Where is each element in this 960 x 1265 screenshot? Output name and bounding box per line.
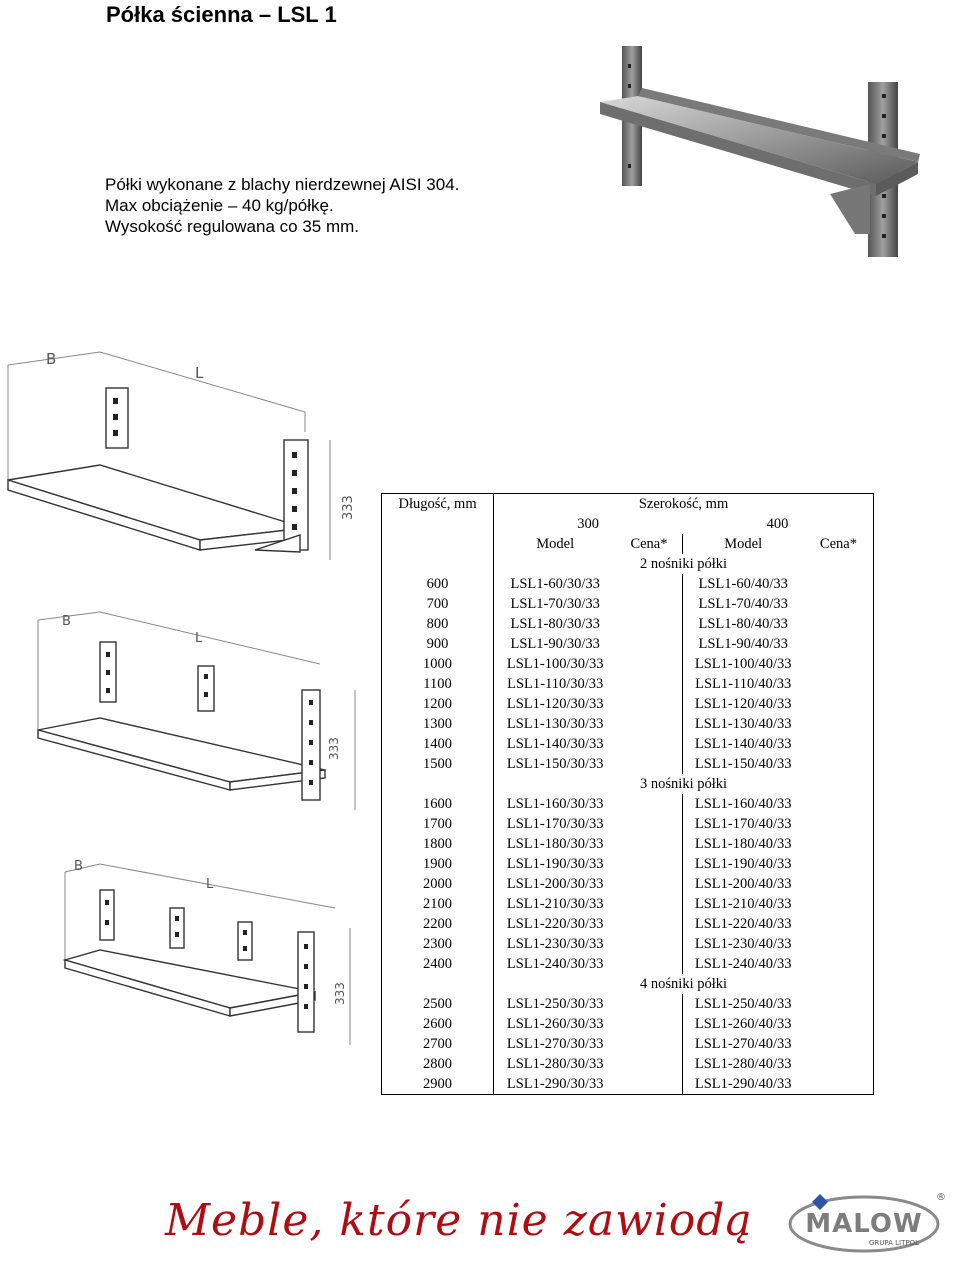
model-400-cell: LSL1-150/40/33: [694, 756, 792, 772]
model-400-cell: LSL1-140/40/33: [694, 736, 792, 752]
price-400-cell: [804, 814, 874, 834]
model-300-cell: LSL1-150/30/33: [506, 756, 604, 772]
malow-logo: [786, 1192, 946, 1254]
length-cell: 2000: [382, 874, 494, 894]
length-cell: 1400: [382, 734, 494, 754]
model-400-cell: LSL1-190/40/33: [694, 856, 792, 872]
footer-slogan: Meble, które nie zawiodą: [165, 1195, 753, 1246]
price-400-cell: [804, 634, 874, 654]
model-400-cell: LSL1-260/40/33: [694, 1016, 792, 1032]
model-300-cell: LSL1-170/30/33: [506, 816, 604, 832]
diagram-3-brackets: [30, 600, 375, 815]
length-cell: 2100: [382, 894, 494, 914]
logo-text: MALOW: [805, 1209, 923, 1239]
price-300-cell: [616, 854, 682, 874]
table-row: [382, 634, 874, 654]
width-header: Szerokość, mm: [638, 496, 729, 512]
table-row: [382, 954, 874, 974]
group-label: 3 nośniki półki: [640, 776, 728, 792]
model-300-cell: LSL1-290/30/33: [506, 1076, 604, 1092]
length-cell: 1000: [382, 654, 494, 674]
table-row: [382, 1054, 874, 1074]
table-row: [382, 874, 874, 894]
table-row: [382, 1074, 874, 1095]
price-300-cell: [616, 954, 682, 974]
length-cell: 2800: [382, 1054, 494, 1074]
length-label: L: [195, 364, 204, 382]
price-400-cell: [804, 614, 874, 634]
model-300-cell: LSL1-90/30/33: [510, 636, 600, 652]
model-300-cell: LSL1-160/30/33: [506, 796, 604, 812]
model-300-cell: LSL1-250/30/33: [506, 996, 604, 1012]
table-row: [382, 654, 874, 674]
price-400-cell: [804, 1074, 874, 1095]
length-cell: 800: [382, 614, 494, 634]
price-400-cell: [804, 1034, 874, 1054]
length-cell: 1800: [382, 834, 494, 854]
length-cell: 1100: [382, 674, 494, 694]
model-300-cell: LSL1-270/30/33: [506, 1036, 604, 1052]
price-300-cell: [616, 894, 682, 914]
price-400-cell: [804, 654, 874, 674]
price-400-cell: [804, 574, 874, 594]
table-row: [382, 794, 874, 814]
table-row: [382, 814, 874, 834]
table-row: [382, 834, 874, 854]
model-300-cell: LSL1-220/30/33: [506, 916, 604, 932]
table-row: [382, 914, 874, 934]
group-row: [382, 774, 874, 794]
price-300-cell: [616, 1054, 682, 1074]
price-300-cell: [616, 794, 682, 814]
length-cell: 1900: [382, 854, 494, 874]
length-cell: 1600: [382, 794, 494, 814]
depth-label: B: [62, 614, 71, 629]
model-300-cell: LSL1-180/30/33: [506, 836, 604, 852]
price-300-cell: [616, 834, 682, 854]
length-label: L: [206, 877, 214, 892]
spec-table: [381, 493, 874, 1095]
price-400-cell: [804, 894, 874, 914]
price-header: Cena*: [819, 536, 857, 552]
price-300-cell: [616, 994, 682, 1014]
price-300-cell: [616, 634, 682, 654]
price-400-cell: [804, 854, 874, 874]
product-description: [105, 174, 459, 237]
model-400-cell: LSL1-250/40/33: [694, 996, 792, 1012]
description-line: Półki wykonane z blachy nierdzewnej AISI 304.: [105, 175, 460, 194]
price-400-cell: [804, 834, 874, 854]
model-400-cell: LSL1-270/40/33: [694, 1036, 792, 1052]
price-300-cell: [616, 694, 682, 714]
model-300-cell: LSL1-200/30/33: [506, 876, 604, 892]
model-300-cell: LSL1-230/30/33: [506, 936, 604, 952]
height-label: 333: [341, 495, 356, 520]
model-400-cell: LSL1-290/40/33: [694, 1076, 792, 1092]
length-cell: 900: [382, 634, 494, 654]
length-cell: 2300: [382, 934, 494, 954]
price-300-cell: [616, 1014, 682, 1034]
group-row: [382, 554, 874, 574]
model-300-cell: LSL1-100/30/33: [506, 656, 604, 672]
model-300-cell: LSL1-280/30/33: [506, 1056, 604, 1072]
price-300-cell: [616, 594, 682, 614]
table-row: [382, 894, 874, 914]
table-row: [382, 1034, 874, 1054]
shelf-photo: [600, 44, 930, 259]
page-title: Półka ścienna – LSL 1: [106, 2, 337, 27]
price-400-cell: [804, 794, 874, 814]
description-line: Wysokość regulowana co 35 mm.: [105, 217, 360, 236]
table-row: [382, 994, 874, 1014]
table-row: [382, 574, 874, 594]
price-400-cell: [804, 734, 874, 754]
length-cell: 1300: [382, 714, 494, 734]
model-400-cell: LSL1-180/40/33: [694, 836, 792, 852]
model-400-cell: LSL1-60/40/33: [698, 576, 788, 592]
table-row: [382, 934, 874, 954]
model-400-cell: LSL1-90/40/33: [698, 636, 788, 652]
table-row: [382, 754, 874, 774]
price-400-cell: [804, 694, 874, 714]
price-300-cell: [616, 814, 682, 834]
diagram-4-brackets: [60, 850, 360, 1050]
model-300-cell: LSL1-80/30/33: [510, 616, 600, 632]
length-cell: 2400: [382, 954, 494, 974]
length-label: L: [195, 631, 203, 646]
price-400-cell: [804, 1014, 874, 1034]
model-400-cell: LSL1-200/40/33: [694, 876, 792, 892]
model-400-cell: LSL1-230/40/33: [694, 936, 792, 952]
model-400-cell: LSL1-80/40/33: [698, 616, 788, 632]
length-cell: 2900: [382, 1074, 494, 1095]
model-400-cell: LSL1-130/40/33: [694, 716, 792, 732]
table-row: [382, 714, 874, 734]
length-header: Długość, mm: [382, 494, 494, 515]
length-cell: 700: [382, 594, 494, 614]
width-400-header: 400: [766, 516, 789, 532]
width-300-header: 300: [577, 516, 599, 532]
model-300-cell: LSL1-70/30/33: [510, 596, 600, 612]
model-400-cell: LSL1-210/40/33: [694, 896, 792, 912]
price-400-cell: [804, 934, 874, 954]
table-row: [382, 614, 874, 634]
price-300-cell: [616, 1034, 682, 1054]
price-400-cell: [804, 954, 874, 974]
length-cell: 1700: [382, 814, 494, 834]
price-400-cell: [804, 914, 874, 934]
table-row: [382, 594, 874, 614]
price-header: Cena*: [616, 534, 682, 554]
table-row: [382, 674, 874, 694]
length-cell: 1500: [382, 754, 494, 774]
price-300-cell: [616, 874, 682, 894]
table-row: [382, 854, 874, 874]
price-400-cell: [804, 994, 874, 1014]
price-400-cell: [804, 594, 874, 614]
header-row: [382, 494, 874, 515]
price-400-cell: [804, 674, 874, 694]
length-cell: 1200: [382, 694, 494, 714]
price-400-cell: [804, 754, 874, 774]
description-line: Max obciążenie – 40 kg/półkę.: [105, 196, 334, 215]
model-400-cell: LSL1-70/40/33: [698, 596, 788, 612]
price-300-cell: [616, 914, 682, 934]
header-row: [382, 534, 874, 554]
length-cell: 2600: [382, 1014, 494, 1034]
price-300-cell: [616, 714, 682, 734]
length-cell: 600: [382, 574, 494, 594]
model-400-cell: LSL1-100/40/33: [694, 656, 792, 672]
group-row: [382, 974, 874, 994]
model-400-cell: LSL1-120/40/33: [694, 696, 792, 712]
depth-label: B: [46, 350, 57, 368]
price-300-cell: [616, 674, 682, 694]
height-label: 333: [327, 737, 341, 760]
group-label: 2 nośniki półki: [640, 556, 728, 572]
model-400-cell: LSL1-280/40/33: [694, 1056, 792, 1072]
model-400-cell: LSL1-220/40/33: [694, 916, 792, 932]
price-300-cell: [616, 614, 682, 634]
model-300-cell: LSL1-190/30/33: [506, 856, 604, 872]
length-cell: 2200: [382, 914, 494, 934]
price-300-cell: [616, 934, 682, 954]
model-400-cell: LSL1-110/40/33: [695, 676, 792, 692]
length-cell: 2500: [382, 994, 494, 1014]
model-300-cell: LSL1-240/30/33: [506, 956, 604, 972]
model-300-cell: LSL1-210/30/33: [506, 896, 604, 912]
model-400-cell: LSL1-240/40/33: [694, 956, 792, 972]
price-300-cell: [616, 654, 682, 674]
model-300-cell: LSL1-60/30/33: [510, 576, 600, 592]
price-300-cell: [616, 1074, 682, 1095]
model-header: Model: [536, 536, 575, 552]
price-400-cell: [804, 874, 874, 894]
group-label: 4 nośniki półki: [640, 976, 728, 992]
table-row: [382, 694, 874, 714]
model-header: Model: [724, 536, 763, 552]
model-300-cell: LSL1-110/30/33: [507, 676, 604, 692]
price-400-cell: [804, 714, 874, 734]
price-300-cell: [616, 574, 682, 594]
model-300-cell: LSL1-130/30/33: [506, 716, 604, 732]
header-row: [382, 514, 874, 534]
model-400-cell: LSL1-160/40/33: [694, 796, 792, 812]
model-400-cell: LSL1-170/40/33: [694, 816, 792, 832]
logo-subtext: GRUPA LITPOL: [868, 1239, 920, 1247]
length-cell: 2700: [382, 1034, 494, 1054]
price-300-cell: [616, 734, 682, 754]
diagram-2-brackets: [0, 340, 370, 565]
depth-label: B: [74, 859, 83, 874]
model-300-cell: LSL1-260/30/33: [506, 1016, 604, 1032]
table-row: [382, 734, 874, 754]
price-400-cell: [804, 1054, 874, 1074]
height-label: 333: [333, 982, 347, 1005]
model-300-cell: LSL1-140/30/33: [506, 736, 604, 752]
table-row: [382, 1014, 874, 1034]
model-300-cell: LSL1-120/30/33: [506, 696, 604, 712]
registered-mark: ®: [936, 1192, 946, 1203]
price-300-cell: [616, 754, 682, 774]
